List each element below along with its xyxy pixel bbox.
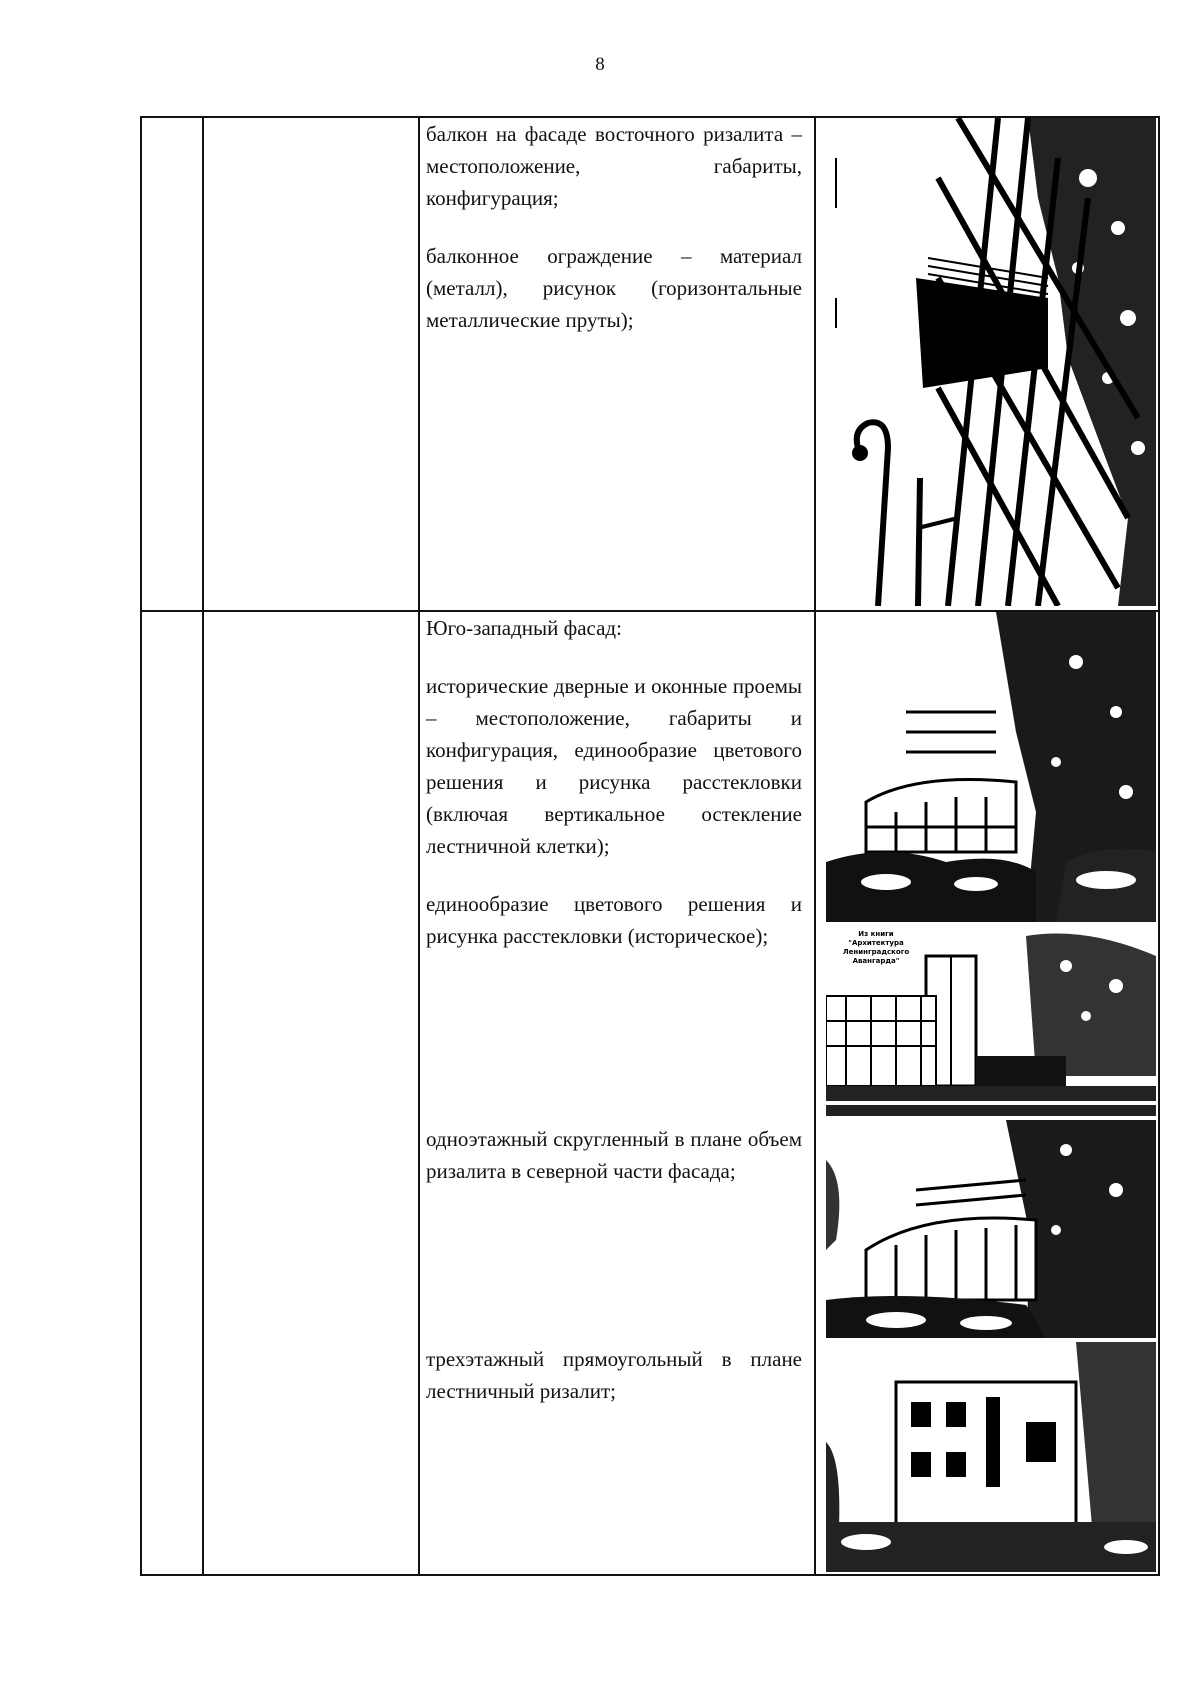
caption-line-4: Авангарда" bbox=[852, 957, 900, 965]
table-bottom-border bbox=[140, 1574, 1160, 1576]
row2-paragraph-4: трехэтажный прямоугольный в плане лестничный ризалит; bbox=[426, 1347, 802, 1403]
caption-line-3: Ленинградского bbox=[842, 948, 910, 956]
historical-photo bbox=[826, 926, 1156, 1116]
row2-paragraph-3: одноэтажный скругленный в плане объем ризалита в северной части фасада; bbox=[426, 1127, 802, 1183]
row2-text-4 bbox=[426, 1343, 802, 1407]
row1-paragraph-1: балкон на фасаде восточного ризалита – местоположение, габариты, конфигурация; bbox=[426, 122, 802, 210]
balcony-photo bbox=[828, 118, 1156, 606]
page-number: 8 bbox=[595, 54, 605, 75]
column-border-1 bbox=[140, 116, 142, 1576]
caption-line-2: "Архитектура bbox=[848, 939, 904, 947]
row1-paragraph-2: балконное ограждение – материал (металл), рисунок (горизонтальные металлические пруты); bbox=[426, 244, 802, 332]
row2-paragraph-1: исторические дверные и оконные проемы – местоположение, габариты и конфигурация, единообразие цветового решения и рисунка расстекловки (включая вертикальное остекление лестничной клетки); bbox=[426, 674, 802, 858]
column-border-4 bbox=[814, 116, 816, 1576]
row2-paragraph-2: единообразие цветового решения и рисунка расстекловки (историческое); bbox=[426, 892, 802, 948]
staircase-risalit-photo bbox=[826, 1342, 1156, 1572]
row1-text bbox=[426, 118, 802, 336]
caption-line-1: Из книги bbox=[858, 930, 894, 938]
rounded-risalit-photo bbox=[826, 1120, 1156, 1338]
row2-text bbox=[426, 612, 802, 952]
southwest-facade-photo bbox=[826, 612, 1156, 922]
column-border-3 bbox=[418, 116, 420, 1576]
row2-text-3 bbox=[426, 1123, 802, 1187]
column-border-5 bbox=[1158, 116, 1160, 1576]
column-border-2 bbox=[202, 116, 204, 1576]
row2-heading: Юго-западный фасад: bbox=[426, 616, 622, 640]
